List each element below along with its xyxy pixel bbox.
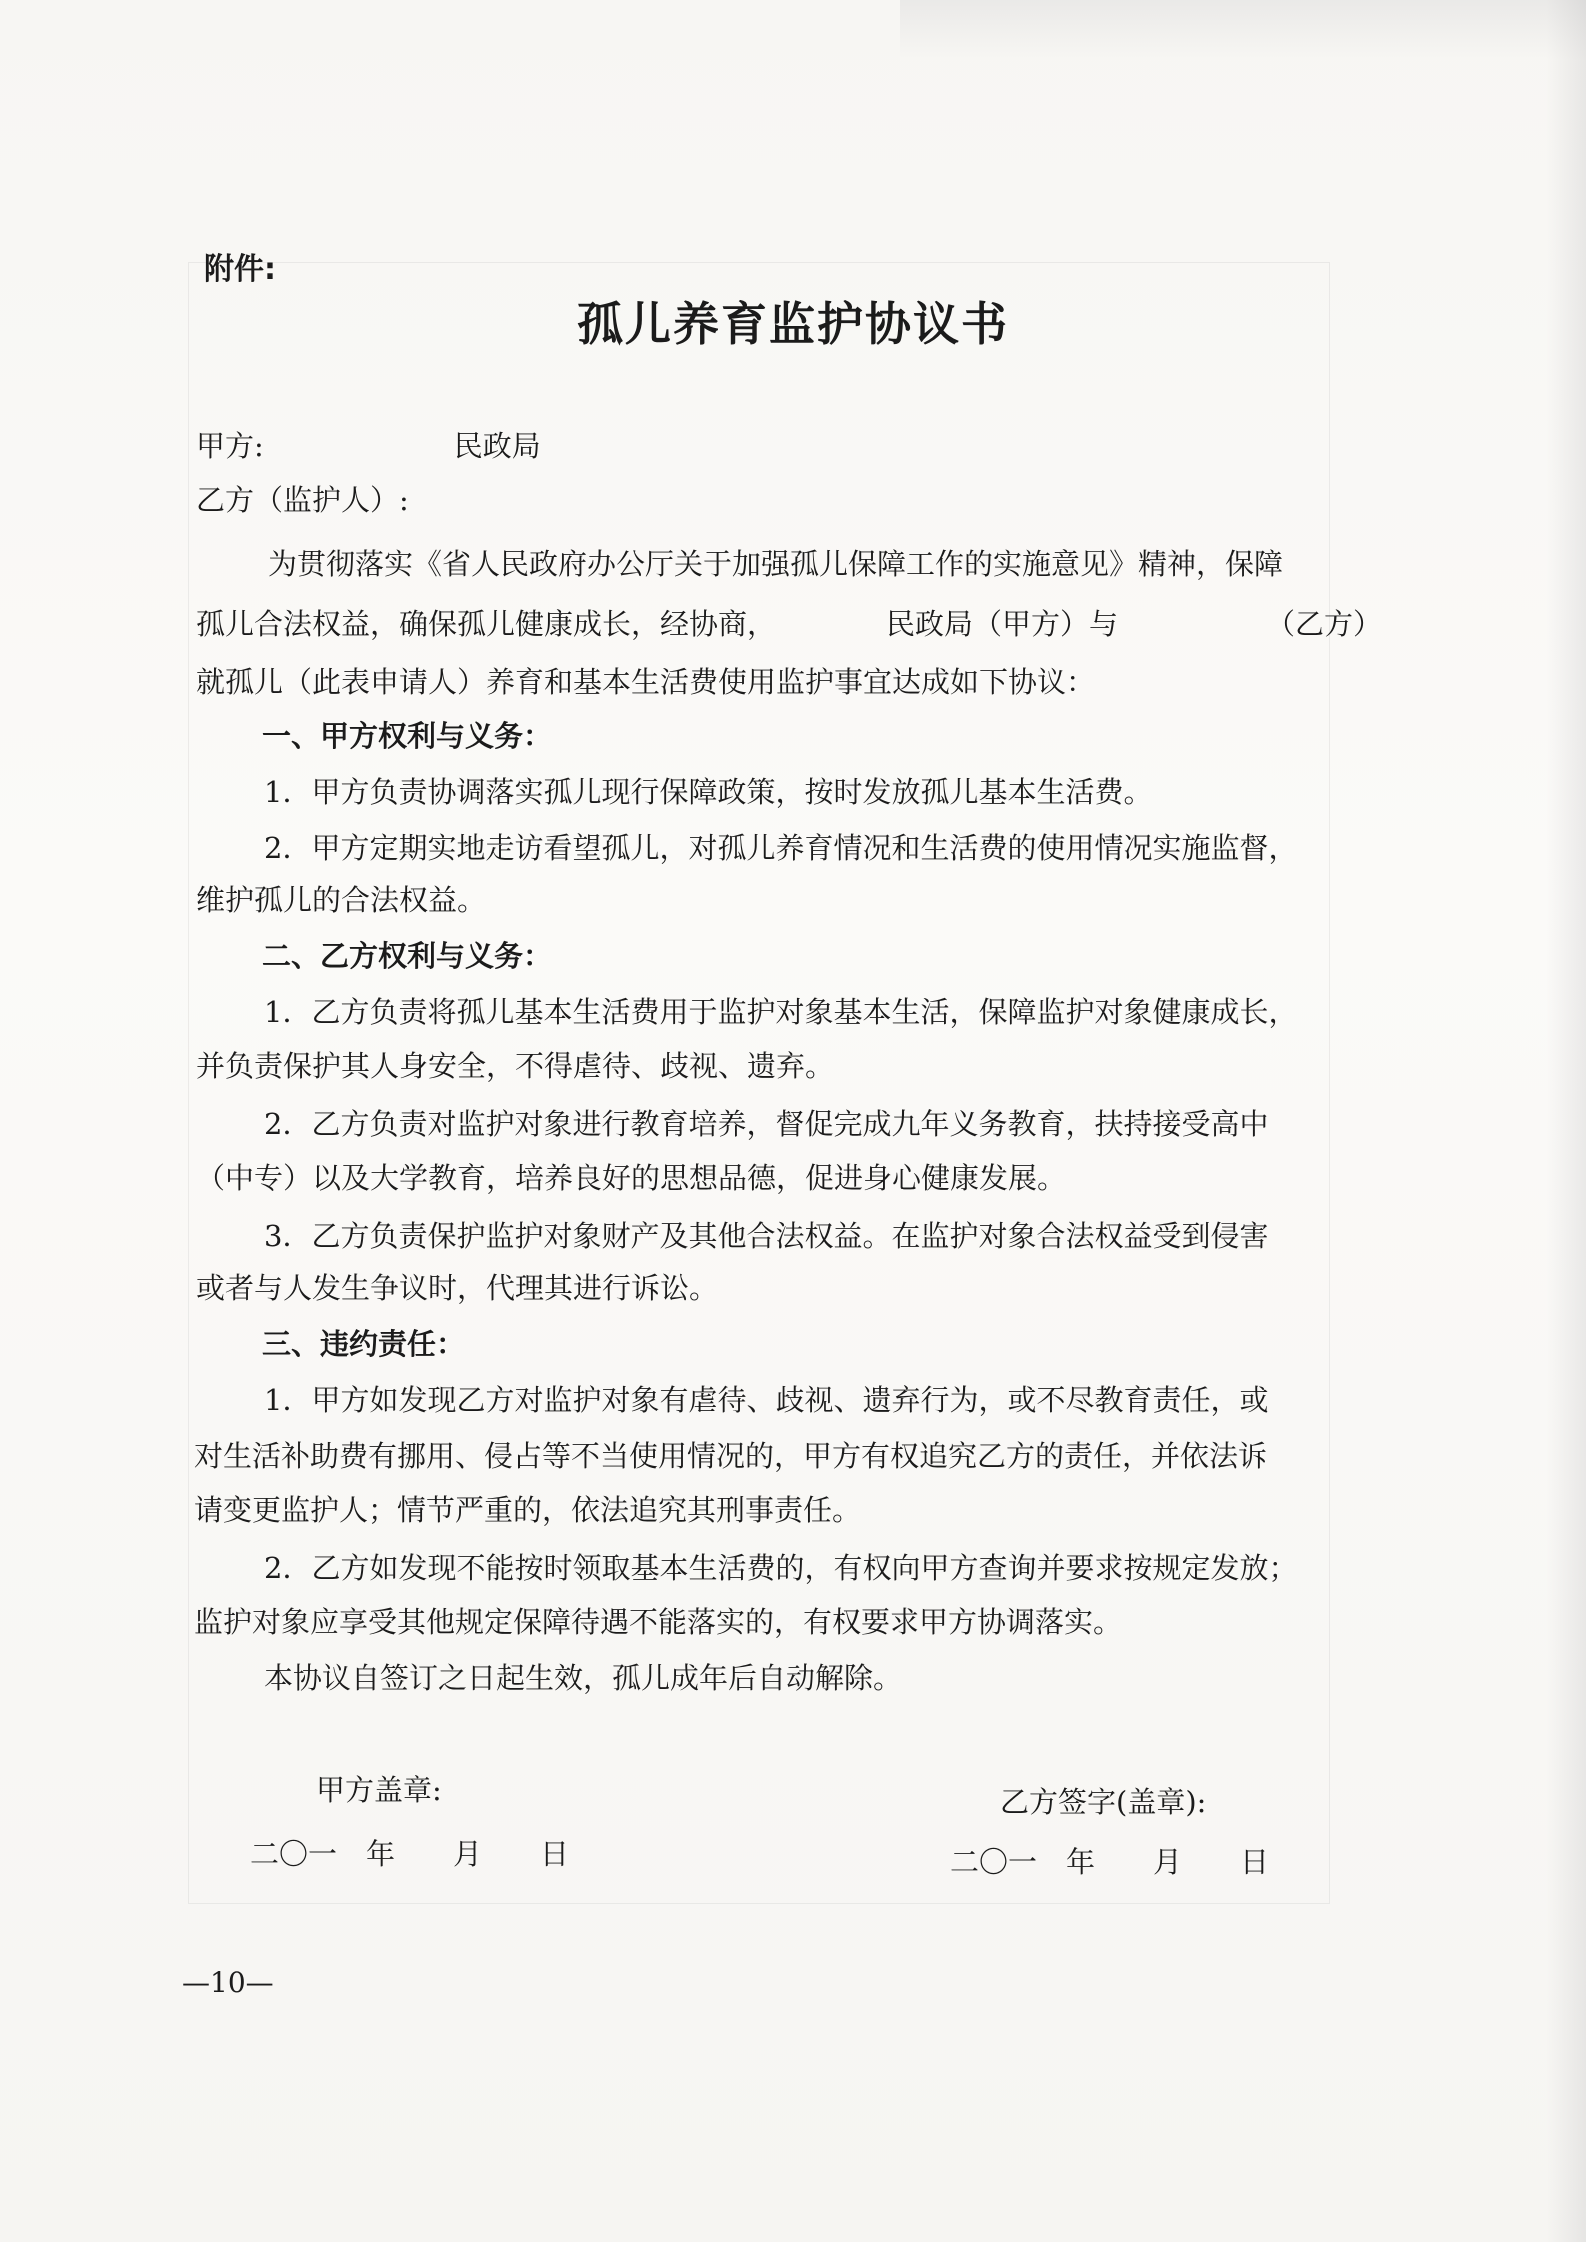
- intro-line-2-part-c: （乙方）: [1266, 607, 1383, 641]
- section-2-heading: 二、乙方权利与义务：: [262, 939, 553, 973]
- section-2-item-1-line-1: 1．乙方负责将孤儿基本生活费用于监护对象基本生活，保障监护对象健康成长，: [264, 995, 1298, 1029]
- closing-statement: 本协议自签订之日起生效，孤儿成年后自动解除。: [264, 1661, 903, 1695]
- party-b-signature-label: 乙方签字(盖章):: [1000, 1785, 1207, 1819]
- section-2-item-2-line-2: （中专）以及大学教育，培养良好的思想品德，促进身心健康发展。: [196, 1161, 1067, 1195]
- intro-line-1: 为贯彻落实《省人民政府办公厅关于加强孤儿保障工作的实施意见》精神，保障: [268, 547, 1284, 581]
- document-title: 孤儿养育监护协议书: [577, 297, 1009, 351]
- section-3-item-1-line-2: 对生活补助费有挪用、侵占等不当使用情况的，甲方有权追究乙方的责任，并依法诉: [194, 1439, 1268, 1473]
- party-a-date: 二〇一 年 月 日: [250, 1837, 570, 1871]
- page-number: —10—: [182, 1966, 274, 1999]
- section-3-item-1-line-3: 请变更监护人；情节严重的，依法追究其刑事责任。: [194, 1493, 862, 1527]
- section-3-item-2-line-2: 监护对象应享受其他规定保障待遇不能落实的，有权要求甲方协调落实。: [194, 1605, 1123, 1639]
- section-3-item-1-line-1: 1．甲方如发现乙方对监护对象有虐待、歧视、遗弃行为，或不尽教育责任，或: [264, 1383, 1269, 1417]
- attachment-label: 附件:: [204, 252, 276, 287]
- section-2-item-3-line-2: 或者与人发生争议时，代理其进行诉讼。: [196, 1271, 719, 1305]
- section-1-item-2-line-1: 2．甲方定期实地走访看望孤儿，对孤儿养育情况和生活费的使用情况实施监督，: [264, 831, 1298, 865]
- party-b-date: 二〇一 年 月 日: [950, 1845, 1270, 1879]
- party-b-label: 乙方（监护人）:: [196, 483, 409, 517]
- party-a-value: 民政局: [453, 429, 541, 463]
- section-1-heading: 一、甲方权利与义务：: [262, 719, 553, 753]
- scan-top-shadow: [900, 0, 1586, 60]
- intro-line-2-part-a: 孤儿合法权益，确保孤儿健康成长，经协商，: [196, 607, 777, 641]
- intro-line-2-part-b: 民政局（甲方）与: [886, 607, 1119, 641]
- section-2-item-1-line-2: 并负责保护其人身安全，不得虐待、歧视、遗弃。: [196, 1049, 835, 1083]
- intro-line-3: 就孤儿（此表申请人）养育和基本生活费使用监护事宜达成如下协议：: [196, 665, 1096, 699]
- section-1-item-1: 1．甲方负责协调落实孤儿现行保障政策，按时发放孤儿基本生活费。: [264, 775, 1153, 809]
- section-1-item-2-line-2: 维护孤儿的合法权益。: [196, 883, 487, 917]
- intro-line-2: [196, 602, 1382, 643]
- section-3-item-2-line-1: 2．乙方如发现不能按时领取基本生活费的，有权向甲方查询并要求按规定发放；: [264, 1551, 1298, 1585]
- section-2-item-2-line-1: 2．乙方负责对监护对象进行教育培养，督促完成九年义务教育，扶持接受高中: [264, 1107, 1269, 1141]
- party-a-row: [196, 424, 541, 465]
- section-2-item-3-line-1: 3．乙方负责保护监护对象财产及其他合法权益。在监护对象合法权益受到侵害: [264, 1219, 1269, 1253]
- section-3-heading: 三、违约责任：: [262, 1327, 466, 1361]
- party-a-seal-label: 甲方盖章:: [316, 1773, 442, 1807]
- party-a-label: 甲方:: [196, 429, 264, 463]
